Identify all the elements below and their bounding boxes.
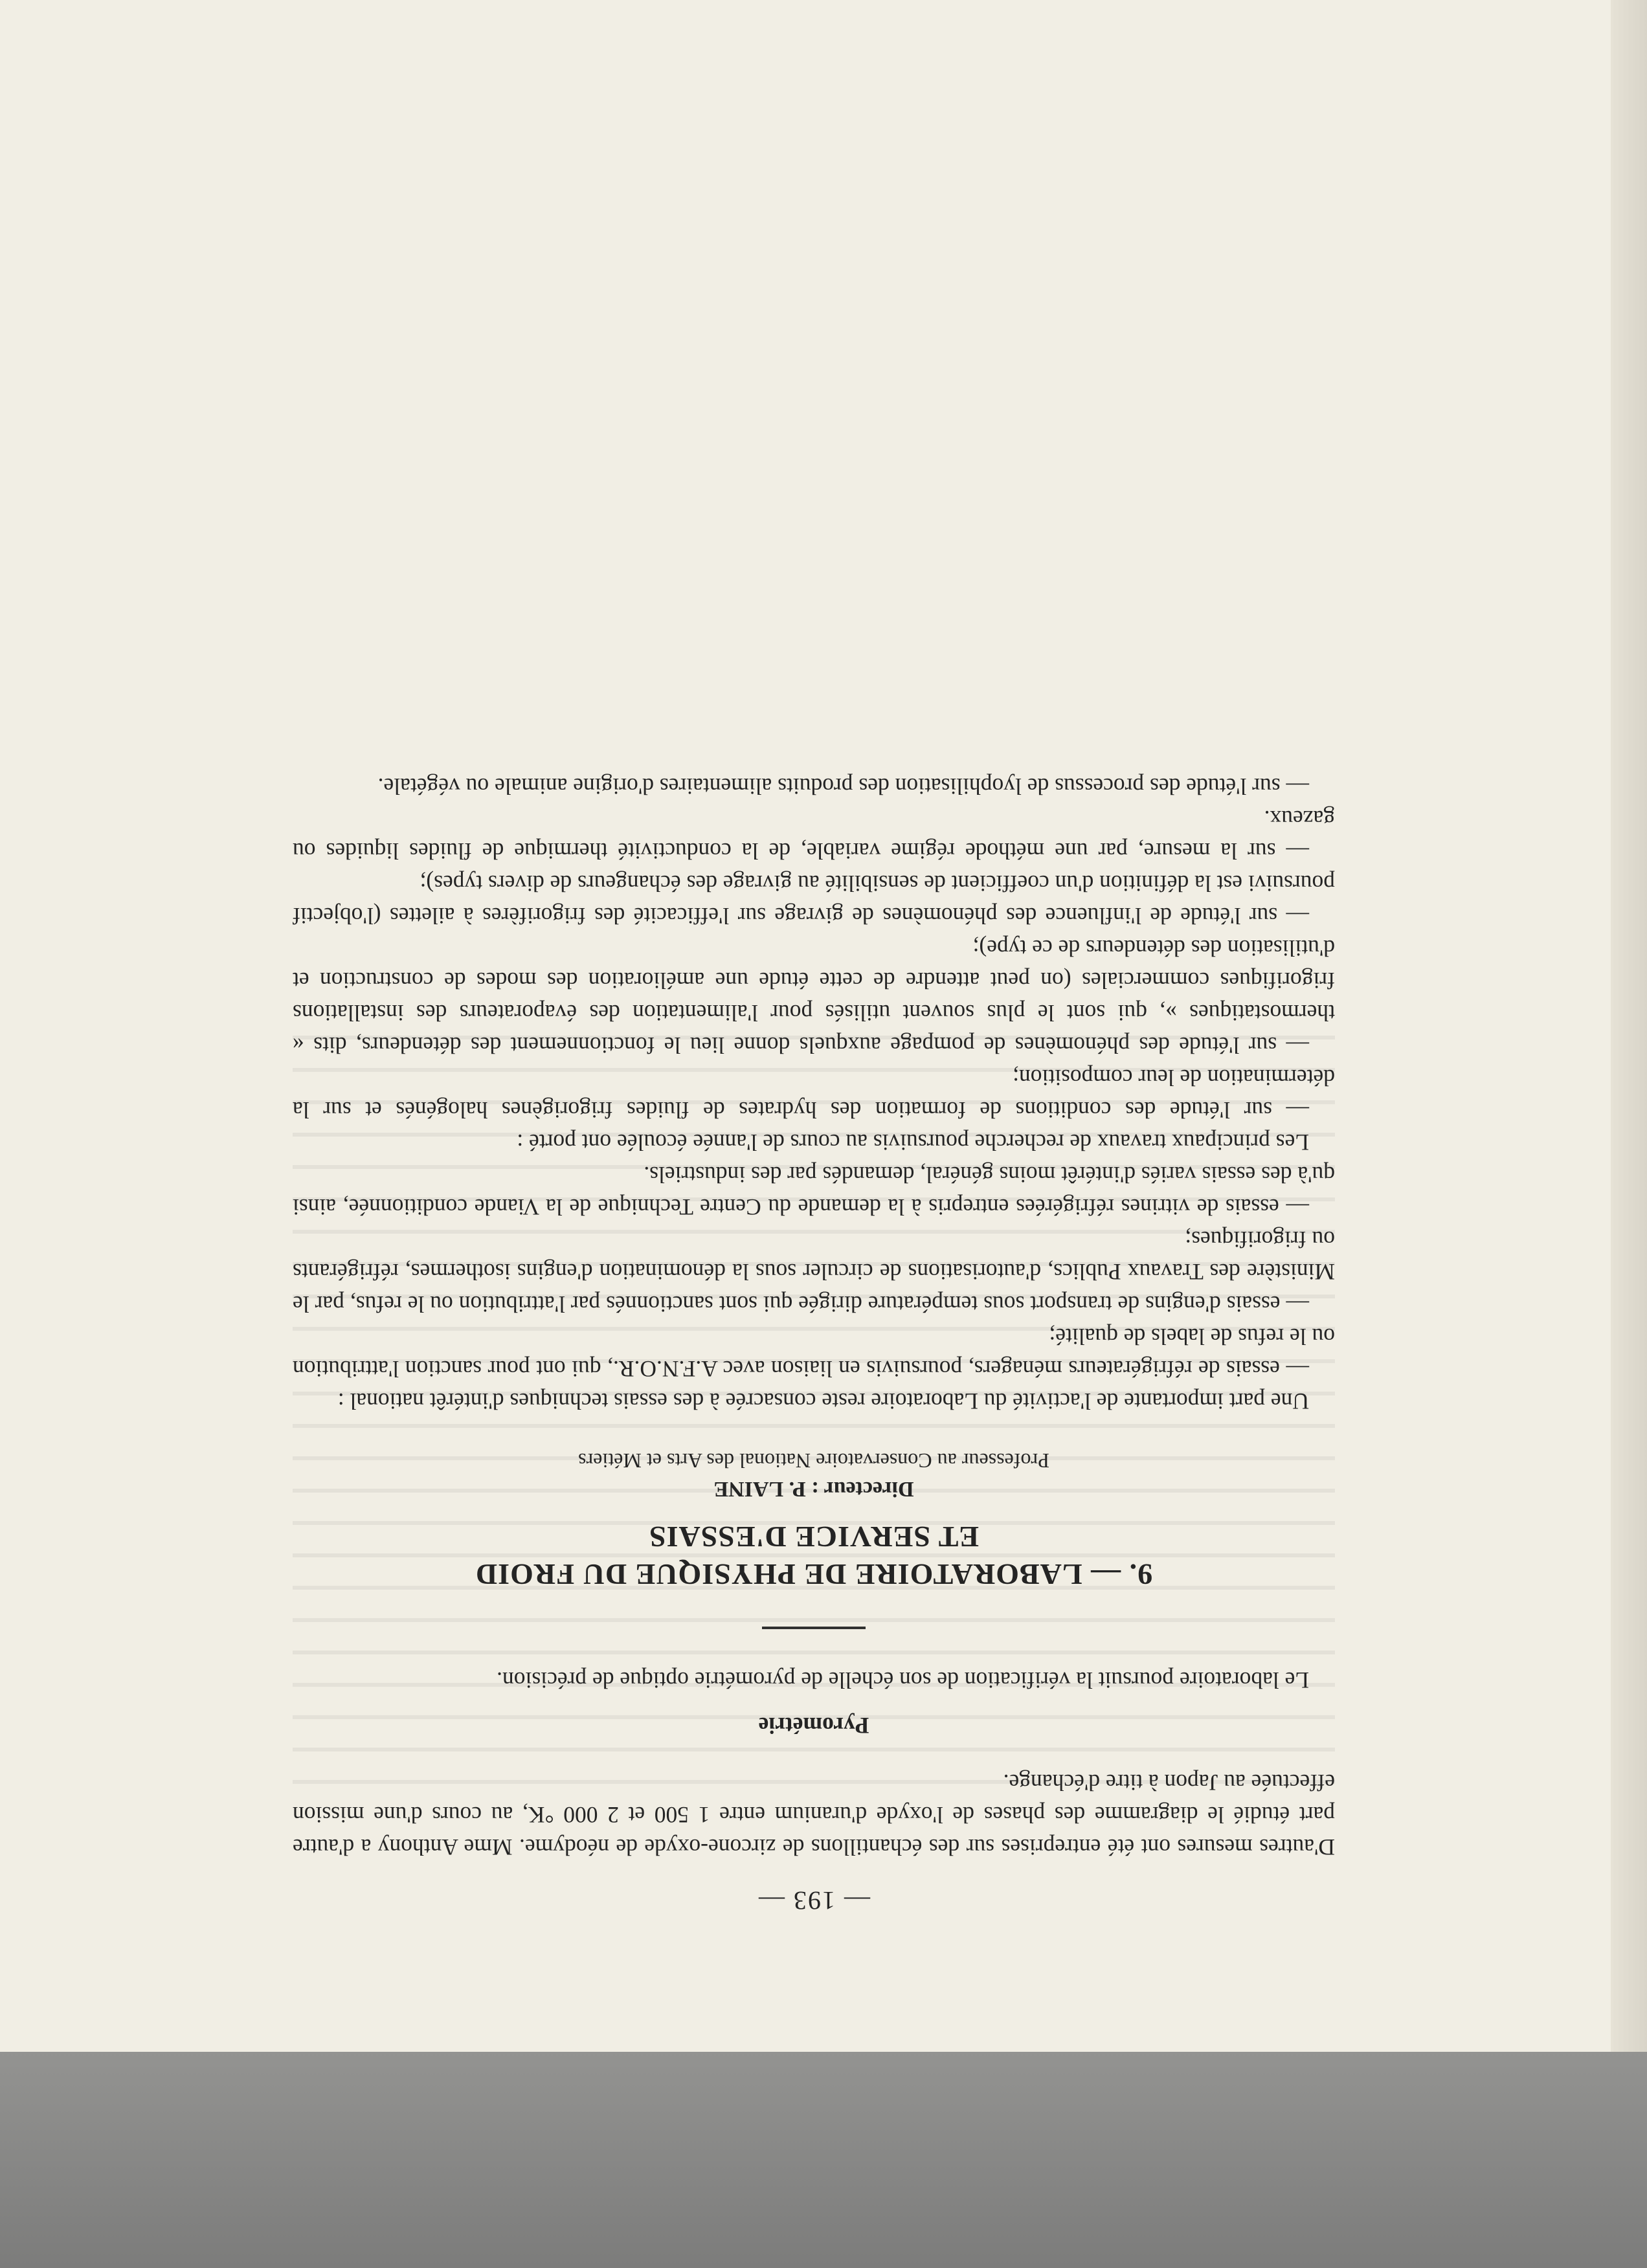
list-item: — essais de réfrigérateurs ménagers, poursuivis en liaison avec A.F.N.O.R., qui ont pour sanction l'attribution ou le refus de labels de qualité;	[293, 1324, 1335, 1382]
scanner-background	[0, 2052, 1647, 2268]
paragraph: D'autres mesures ont été entreprises sur des échantillons de zircone-oxyde de néodyme. Mme Anthony a d'autre part étudié le diagramme des phases de l'oxyde d'uranium entre 1 500 et 2 000 °K, au cours d'une mission effectuée au Japon à titre d'échange.	[293, 1770, 1335, 1860]
section-title-line2: ET SERVICE D'ESSAIS	[649, 1520, 979, 1553]
list-item: — sur l'étude de l'influence des phénomènes de givrage sur l'efficacité des frigorifères à ailettes (l'objectif poursuivi est la définition d'un coefficient de sensibilité au givrage des échangeurs de divers types);	[293, 871, 1335, 929]
intro-paragraph: Une part importante de l'activité du Laboratoire reste consacrée à des essais techniques d'intérêt national :	[337, 1388, 1309, 1414]
list-item: — essais d'engins de transport sous température dirigée qui sont sanctionnés par l'attribution ou le refus, par le Ministère des Travaux Publics, d'autorisations de circuler sous la dénomination d'engins isothermes, réfrigérants ou frigorifiques;	[293, 1227, 1335, 1317]
travaux-intro: Les principaux travaux de recherche poursuivis au cours de l'année écoulée ont porté :	[517, 1129, 1309, 1155]
list-item: — essais de vitrines réfrigérées entrepris à la demande du Centre Technique de la Viande conditionnée, ainsi qu'à des essais variés d'intérêt moins général, demandés par des industriels.	[293, 1162, 1335, 1220]
director: Directeur : P. LAINE	[713, 1477, 914, 1501]
section-divider	[762, 1627, 866, 1629]
list-item: — sur l'étude des processus de lyophilisation des produits alimentaires d'origine animale ou végétale.	[377, 773, 1309, 799]
document-page-rotated	[293, 233, 1335, 1916]
page-number: — 193 —	[757, 1886, 870, 1915]
section-title: 9. — LABORATOIRE DE PHYSIQUE DU FROID	[475, 1558, 1153, 1591]
paragraph-pyrometrie: Le laboratoire poursuit la vérification de son échelle de pyrométrie optique de précision.	[497, 1667, 1309, 1693]
subheading-pyrometrie: Pyrométrie	[758, 1713, 869, 1739]
list-item: — sur l'étude des conditions de formation des hydrates de fluides frigorigènes halogénés et sur la détermination de leur composition;	[293, 1065, 1335, 1123]
list-item: — sur la mesure, par une méthode régime variable, de la conductivité thermique de fluides liquides ou gazeux.	[293, 806, 1335, 864]
director-title: Professeur au Conservatoire National des Arts et Métiers	[578, 1449, 1049, 1473]
list-item: — sur l'étude des phénomènes de pompage auxquels donne lieu le fonctionnement des détendeurs, dits « thermostatiques », qui sont le plus souvent utilisés pour l'alimentation des évaporateurs des installations frigorifiques commerciales (on peut attendre de cette étude une amélioration des modes de construction et d'utilisation des détendeurs de ce type);	[293, 935, 1335, 1058]
